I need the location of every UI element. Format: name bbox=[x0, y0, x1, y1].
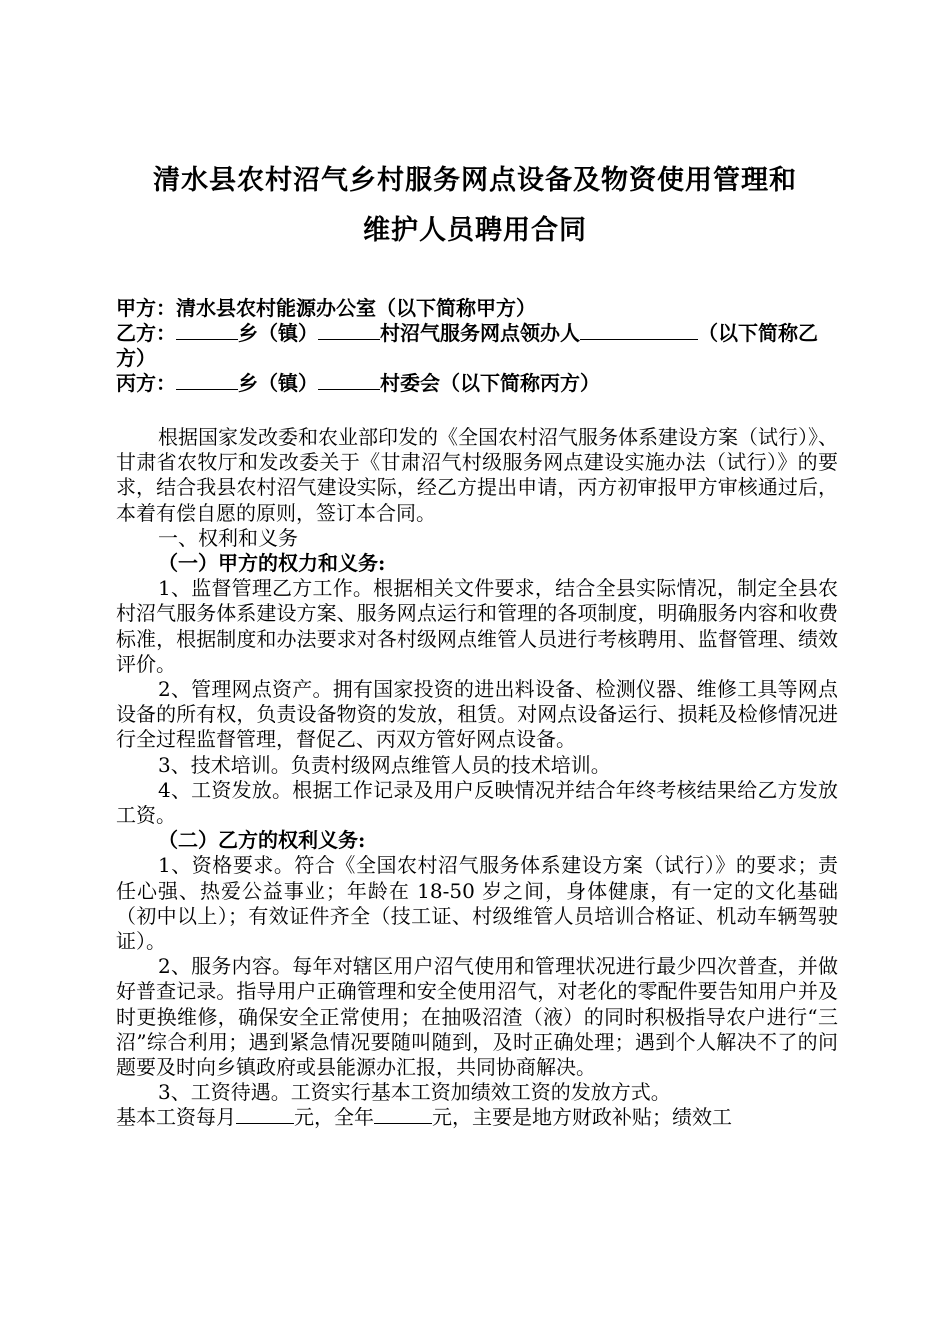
party-a-item: 1、监督管理乙方工作。根据相关文件要求，结合全县实际情况，制定全县农村沼气服务体系建设方案、服务网点运行和管理的各项制度，明确服务内容和收费标准，根据制度和办法要求对各村级网点维管人员进行考核聘用、监督管理、绩效评价。 bbox=[116, 576, 838, 676]
party-b-village-blank bbox=[318, 321, 380, 340]
salary-source-text: 元，主要是地方财政补贴；绩效工 bbox=[432, 1105, 732, 1130]
party-a-item: 2、管理网点资产。拥有国家投资的进出料设备、检测仪器、维修工具等网点设备的所有权，负责设备物资的发放，租赁。对网点设备运行、损耗及检修情况进行全过程监督管理，督促乙、丙双方管好网点设备。 bbox=[116, 677, 838, 752]
party-b-item: 2、服务内容。每年对辖区用户沼气使用和管理状况进行最少四次普查，并做好普查记录。指导用户正确管理和安全使用沼气，对老化的零配件要告知用户并及时更换维修，确保安全正常使用；在抽吸沼渣（液）的同时积极指导农户进行“三沼”综合利用；遇到紧急情况要随叫随到，及时正确处理；遇到个人解决不了的问题要及时向乡镇政府或县能源办汇报，共同协商解决。 bbox=[116, 954, 838, 1080]
party-a: 甲方：清水县农村能源办公室（以下简称甲方） bbox=[116, 296, 536, 320]
party-b-name-blank bbox=[580, 321, 698, 340]
party-b-village-label: 村沼气服务网点领办人 bbox=[380, 321, 580, 345]
contract-body bbox=[116, 425, 838, 1131]
salary-line bbox=[116, 1105, 838, 1130]
party-c-prefix: 丙方： bbox=[116, 371, 176, 395]
party-b bbox=[116, 321, 838, 371]
party-a-item: 4、工资发放。根据工作记录及用户反映情况并结合年终考核结果给乙方发放工资。 bbox=[116, 777, 838, 828]
party-c-township-blank bbox=[176, 371, 238, 390]
party-a-heading: （一）甲方的权力和义务: bbox=[158, 551, 386, 576]
parties-block bbox=[116, 296, 838, 396]
party-c-township-label: 乡（镇） bbox=[238, 371, 318, 395]
salary-annual-label: 元，全年 bbox=[294, 1105, 374, 1130]
party-b-township-blank bbox=[176, 321, 238, 340]
party-b-heading: （二）乙方的权利义务: bbox=[158, 828, 366, 853]
intro-paragraph: 根据国家发改委和农业部印发的《全国农村沼气服务体系建设方案（试行）》、甘肃省农牧厅和发改委关于《甘肃沼气村级服务网点建设实施办法（试行）》的要求，结合我县农村沼气建设实际，经乙方提出申请，丙方初审报甲方审核通过后，本着有偿自愿的原则，签订本合同。 bbox=[116, 425, 838, 525]
party-b-township-label: 乡（镇） bbox=[238, 321, 318, 345]
salary-annual-blank bbox=[374, 1105, 432, 1124]
party-b-suffix: （以下简称乙方） bbox=[116, 321, 818, 370]
party-c bbox=[116, 371, 838, 396]
party-a-item: 3、技术培训。负责村级网点维管人员的技术培训。 bbox=[158, 752, 611, 777]
party-b-prefix: 乙方： bbox=[116, 321, 176, 345]
party-c-village-blank bbox=[318, 371, 380, 390]
document-title-line-1: 清水县农村沼气乡村服务网点设备及物资使用管理和 bbox=[153, 165, 797, 196]
document-title-line-2: 维护人员聘用合同 bbox=[363, 215, 587, 246]
section-heading-rights: 一、权利和义务 bbox=[158, 525, 298, 550]
salary-monthly-blank bbox=[236, 1105, 294, 1124]
party-c-suffix: 村委会（以下简称丙方） bbox=[380, 371, 600, 395]
party-b-item: 3、工资待遇。工资实行基本工资加绩效工资的发放方式。 bbox=[158, 1080, 671, 1105]
party-b-item: 1、资格要求。符合《全国农村沼气服务体系建设方案（试行）》的要求；责任心强、热爱公益事业；年龄在 18-50 岁之间，身体健康，有一定的文化基础（初中以上）；有效证件齐全（技工证、村级维管人员培训合格证、机动车辆驾驶证）。 bbox=[116, 853, 838, 954]
salary-monthly-label: 基本工资每月 bbox=[116, 1105, 236, 1130]
